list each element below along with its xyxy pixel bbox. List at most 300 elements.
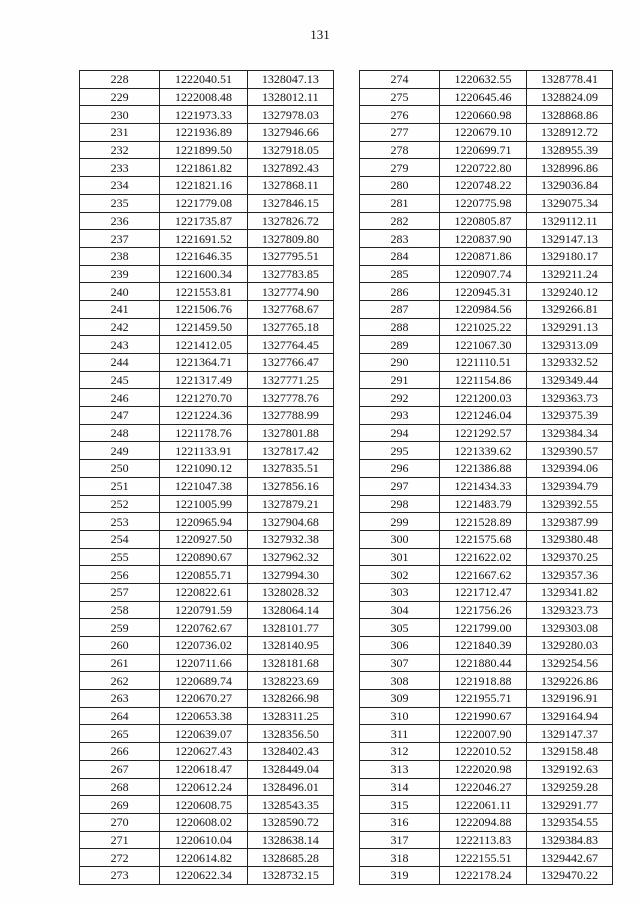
y-coordinate-cell: 1329112.11 [527,212,613,230]
point-number-cell: 247 [80,407,160,425]
table-row [80,637,334,655]
x-coordinate-cell: 1220822.61 [160,583,247,601]
y-coordinate-cell: 1329380.48 [527,530,613,548]
table-row [80,283,334,301]
point-number-cell: 272 [80,849,160,867]
y-coordinate-cell: 1329375.39 [527,407,613,425]
y-coordinate-cell: 1327868.11 [247,177,333,195]
table-row [360,194,613,212]
y-coordinate-cell: 1329442.67 [527,849,613,867]
table-row [360,318,613,336]
point-number-cell: 238 [80,247,160,265]
x-coordinate-cell: 1220736.02 [160,637,247,655]
point-number-cell: 300 [360,530,440,548]
point-number-cell: 282 [360,212,440,230]
table-row [360,672,613,690]
x-coordinate-cell: 1221821.16 [160,177,247,195]
table-row [80,672,334,690]
y-coordinate-cell: 1328012.11 [247,88,333,106]
page-number: 131 [310,27,330,42]
y-coordinate-cell: 1329180.17 [527,247,613,265]
y-coordinate-cell: 1329259.28 [527,778,613,796]
y-coordinate-cell: 1327962.32 [247,548,333,566]
point-number-cell: 317 [360,831,440,849]
y-coordinate-cell: 1328868.86 [527,106,613,124]
table-row [360,159,613,177]
y-coordinate-cell: 1328590.72 [247,813,333,831]
point-number-cell: 258 [80,601,160,619]
x-coordinate-cell: 1222040.51 [160,71,247,89]
point-number-cell: 274 [360,71,440,89]
table-row [360,495,613,513]
point-number-cell: 265 [80,725,160,743]
table-row [80,796,334,814]
table-row [80,601,334,619]
point-number-cell: 316 [360,813,440,831]
table-row [80,654,334,672]
y-coordinate-cell: 1329147.13 [527,230,613,248]
y-coordinate-cell: 1328223.69 [247,672,333,690]
x-coordinate-cell: 1220639.07 [160,725,247,743]
y-coordinate-cell: 1327856.16 [247,477,333,495]
y-coordinate-cell: 1327918.05 [247,141,333,159]
point-number-cell: 261 [80,654,160,672]
x-coordinate-cell: 1222178.24 [440,866,527,884]
x-coordinate-cell: 1221955.71 [440,690,527,708]
x-coordinate-cell: 1221506.76 [160,300,247,318]
table-row [360,71,613,89]
x-coordinate-cell: 1221339.62 [440,442,527,460]
y-coordinate-cell: 1328402.43 [247,743,333,761]
x-coordinate-cell: 1222020.98 [440,760,527,778]
point-number-cell: 269 [80,796,160,814]
x-coordinate-cell: 1221880.44 [440,654,527,672]
point-number-cell: 306 [360,637,440,655]
x-coordinate-cell: 1220670.27 [160,690,247,708]
table-row [360,637,613,655]
table-row [80,743,334,761]
point-number-cell: 294 [360,424,440,442]
x-coordinate-cell: 1221005.99 [160,495,247,513]
x-coordinate-cell: 1221646.35 [160,247,247,265]
table-row [360,265,613,283]
x-coordinate-cell: 1221667.62 [440,566,527,584]
table-row [360,530,613,548]
y-coordinate-cell: 1329147.37 [527,725,613,743]
x-coordinate-cell: 1222008.48 [160,88,247,106]
x-coordinate-cell: 1220614.82 [160,849,247,867]
point-number-cell: 307 [360,654,440,672]
table-row [80,194,334,212]
point-number-cell: 257 [80,583,160,601]
point-number-cell: 236 [80,212,160,230]
table-row [80,495,334,513]
coordinates-table-left [79,70,334,885]
y-coordinate-cell: 1327826.72 [247,212,333,230]
y-coordinate-cell: 1327764.45 [247,336,333,354]
point-number-cell: 259 [80,619,160,637]
point-number-cell: 310 [360,707,440,725]
y-coordinate-cell: 1327978.03 [247,106,333,124]
table-row [80,424,334,442]
x-coordinate-cell: 1220679.10 [440,124,527,142]
y-coordinate-cell: 1329075.34 [527,194,613,212]
point-number-cell: 277 [360,124,440,142]
y-coordinate-cell: 1328028.32 [247,583,333,601]
y-coordinate-cell: 1327817.42 [247,442,333,460]
y-coordinate-cell: 1329370.25 [527,548,613,566]
y-coordinate-cell: 1328101.77 [247,619,333,637]
x-coordinate-cell: 1221025.22 [440,318,527,336]
x-coordinate-cell: 1220945.31 [440,283,527,301]
table-row [80,318,334,336]
y-coordinate-cell: 1327771.25 [247,371,333,389]
table-row [80,760,334,778]
x-coordinate-cell: 1220775.98 [440,194,527,212]
point-number-cell: 290 [360,354,440,372]
y-coordinate-cell: 1329392.55 [527,495,613,513]
x-coordinate-cell: 1220965.94 [160,513,247,531]
table-row [360,813,613,831]
table-row [360,566,613,584]
y-coordinate-cell: 1328181.68 [247,654,333,672]
table-row [360,725,613,743]
x-coordinate-cell: 1222094.88 [440,813,527,831]
point-number-cell: 273 [80,866,160,884]
y-coordinate-cell: 1329349.44 [527,371,613,389]
point-number-cell: 242 [80,318,160,336]
table-row [360,354,613,372]
table-row [360,212,613,230]
y-coordinate-cell: 1329341.82 [527,583,613,601]
point-number-cell: 255 [80,548,160,566]
table-row [80,371,334,389]
point-number-cell: 260 [80,637,160,655]
y-coordinate-cell: 1328638.14 [247,831,333,849]
y-coordinate-cell: 1329226.86 [527,672,613,690]
point-number-cell: 246 [80,389,160,407]
table-row [80,141,334,159]
point-number-cell: 286 [360,283,440,301]
point-number-cell: 295 [360,442,440,460]
y-coordinate-cell: 1327904.68 [247,513,333,531]
table-row [80,71,334,89]
table-row [360,707,613,725]
table-row [80,442,334,460]
table-row [360,283,613,301]
point-number-cell: 251 [80,477,160,495]
y-coordinate-cell: 1329291.13 [527,318,613,336]
point-number-cell: 301 [360,548,440,566]
point-number-cell: 285 [360,265,440,283]
x-coordinate-cell: 1220608.02 [160,813,247,831]
table-row [360,247,613,265]
y-coordinate-cell: 1329470.22 [527,866,613,884]
table-row [80,230,334,248]
point-number-cell: 271 [80,831,160,849]
point-number-cell: 318 [360,849,440,867]
table-row [80,866,334,884]
point-number-cell: 229 [80,88,160,106]
x-coordinate-cell: 1220748.22 [440,177,527,195]
table-row [360,743,613,761]
table-row [360,654,613,672]
point-number-cell: 291 [360,371,440,389]
x-coordinate-cell: 1221246.04 [440,407,527,425]
x-coordinate-cell: 1220855.71 [160,566,247,584]
table-row [360,230,613,248]
point-number-cell: 315 [360,796,440,814]
table-row [80,707,334,725]
y-coordinate-cell: 1329266.81 [527,300,613,318]
y-coordinate-cell: 1328356.50 [247,725,333,743]
y-coordinate-cell: 1327795.51 [247,247,333,265]
table-row [80,583,334,601]
x-coordinate-cell: 1221434.33 [440,477,527,495]
table-row [80,124,334,142]
y-coordinate-cell: 1328685.28 [247,849,333,867]
x-coordinate-cell: 1220837.90 [440,230,527,248]
x-coordinate-cell: 1220871.86 [440,247,527,265]
point-number-cell: 262 [80,672,160,690]
y-coordinate-cell: 1327809.80 [247,230,333,248]
y-coordinate-cell: 1329354.55 [527,813,613,831]
y-coordinate-cell: 1327946.66 [247,124,333,142]
y-coordinate-cell: 1329196.91 [527,690,613,708]
x-coordinate-cell: 1221622.02 [440,548,527,566]
y-coordinate-cell: 1327892.43 [247,159,333,177]
point-number-cell: 237 [80,230,160,248]
x-coordinate-cell: 1221178.76 [160,424,247,442]
y-coordinate-cell: 1329332.52 [527,354,613,372]
point-number-cell: 252 [80,495,160,513]
point-number-cell: 230 [80,106,160,124]
x-coordinate-cell: 1220627.43 [160,743,247,761]
table-row [360,477,613,495]
y-coordinate-cell: 1327788.99 [247,407,333,425]
table-row [360,866,613,884]
table-row [80,247,334,265]
x-coordinate-cell: 1220612.24 [160,778,247,796]
point-number-cell: 283 [360,230,440,248]
table-row [80,619,334,637]
point-number-cell: 234 [80,177,160,195]
y-coordinate-cell: 1327774.90 [247,283,333,301]
point-number-cell: 308 [360,672,440,690]
y-coordinate-cell: 1329280.03 [527,637,613,655]
table-row [360,336,613,354]
x-coordinate-cell: 1221270.70 [160,389,247,407]
x-coordinate-cell: 1220890.67 [160,548,247,566]
y-coordinate-cell: 1328496.01 [247,778,333,796]
table-row [360,831,613,849]
point-number-cell: 244 [80,354,160,372]
x-coordinate-cell: 1221386.88 [440,460,527,478]
y-coordinate-cell: 1329323.73 [527,601,613,619]
x-coordinate-cell: 1221779.08 [160,194,247,212]
point-number-cell: 243 [80,336,160,354]
x-coordinate-cell: 1220653.38 [160,707,247,725]
x-coordinate-cell: 1221600.34 [160,265,247,283]
table-row [80,690,334,708]
point-number-cell: 245 [80,371,160,389]
point-number-cell: 313 [360,760,440,778]
table-row [80,778,334,796]
x-coordinate-cell: 1220660.98 [440,106,527,124]
point-number-cell: 296 [360,460,440,478]
y-coordinate-cell: 1328047.13 [247,71,333,89]
table-row [360,601,613,619]
point-number-cell: 319 [360,866,440,884]
point-number-cell: 270 [80,813,160,831]
table-row [80,725,334,743]
y-coordinate-cell: 1328311.25 [247,707,333,725]
table-row [80,159,334,177]
point-number-cell: 268 [80,778,160,796]
x-coordinate-cell: 1220805.87 [440,212,527,230]
x-coordinate-cell: 1221840.39 [440,637,527,655]
y-coordinate-cell: 1329036.84 [527,177,613,195]
x-coordinate-cell: 1220984.56 [440,300,527,318]
y-coordinate-cell: 1329394.06 [527,460,613,478]
y-coordinate-cell: 1329357.36 [527,566,613,584]
table-row [80,265,334,283]
point-number-cell: 292 [360,389,440,407]
x-coordinate-cell: 1221110.51 [440,354,527,372]
y-coordinate-cell: 1329291.77 [527,796,613,814]
y-coordinate-cell: 1328996.86 [527,159,613,177]
y-coordinate-cell: 1327766.47 [247,354,333,372]
x-coordinate-cell: 1221735.87 [160,212,247,230]
point-number-cell: 287 [360,300,440,318]
x-coordinate-cell: 1222007.90 [440,725,527,743]
point-number-cell: 280 [360,177,440,195]
x-coordinate-cell: 1221317.49 [160,371,247,389]
y-coordinate-cell: 1329164.94 [527,707,613,725]
x-coordinate-cell: 1221990.67 [440,707,527,725]
y-coordinate-cell: 1327932.38 [247,530,333,548]
table-row [80,530,334,548]
point-number-cell: 298 [360,495,440,513]
table-row [80,336,334,354]
y-coordinate-cell: 1328266.98 [247,690,333,708]
point-number-cell: 288 [360,318,440,336]
table-row [360,548,613,566]
x-coordinate-cell: 1221154.86 [440,371,527,389]
table-row [80,88,334,106]
x-coordinate-cell: 1221712.47 [440,583,527,601]
x-coordinate-cell: 1221936.89 [160,124,247,142]
y-coordinate-cell: 1329254.56 [527,654,613,672]
coordinates-table-right [359,70,613,885]
y-coordinate-cell: 1329363.73 [527,389,613,407]
table-row [80,212,334,230]
x-coordinate-cell: 1221090.12 [160,460,247,478]
y-coordinate-cell: 1327783.85 [247,265,333,283]
table-row [80,106,334,124]
y-coordinate-cell: 1327835.51 [247,460,333,478]
point-number-cell: 254 [80,530,160,548]
table-row [80,407,334,425]
point-number-cell: 309 [360,690,440,708]
table-row [80,831,334,849]
point-number-cell: 250 [80,460,160,478]
point-number-cell: 239 [80,265,160,283]
y-coordinate-cell: 1327778.76 [247,389,333,407]
y-coordinate-cell: 1327801.88 [247,424,333,442]
x-coordinate-cell: 1220907.74 [440,265,527,283]
x-coordinate-cell: 1221483.79 [440,495,527,513]
point-number-cell: 263 [80,690,160,708]
y-coordinate-cell: 1327994.30 [247,566,333,584]
point-number-cell: 241 [80,300,160,318]
table-row [360,460,613,478]
point-number-cell: 312 [360,743,440,761]
table-row [360,88,613,106]
table-row [80,849,334,867]
y-coordinate-cell: 1328140.95 [247,637,333,655]
x-coordinate-cell: 1221224.36 [160,407,247,425]
table-row [360,442,613,460]
x-coordinate-cell: 1221364.71 [160,354,247,372]
point-number-cell: 279 [360,159,440,177]
point-number-cell: 267 [80,760,160,778]
table-row [80,177,334,195]
y-coordinate-cell: 1329240.12 [527,283,613,301]
y-coordinate-cell: 1329192.63 [527,760,613,778]
table-row [80,548,334,566]
table-row [360,141,613,159]
point-number-cell: 293 [360,407,440,425]
y-coordinate-cell: 1328543.35 [247,796,333,814]
point-number-cell: 278 [360,141,440,159]
point-number-cell: 281 [360,194,440,212]
point-number-cell: 240 [80,283,160,301]
y-coordinate-cell: 1329158.48 [527,743,613,761]
table-row [360,106,613,124]
x-coordinate-cell: 1221799.00 [440,619,527,637]
x-coordinate-cell: 1220645.46 [440,88,527,106]
y-coordinate-cell: 1329313.09 [527,336,613,354]
x-coordinate-cell: 1220711.66 [160,654,247,672]
point-number-cell: 276 [360,106,440,124]
x-coordinate-cell: 1222010.52 [440,743,527,761]
point-number-cell: 253 [80,513,160,531]
table-row [360,760,613,778]
x-coordinate-cell: 1221918.88 [440,672,527,690]
x-coordinate-cell: 1221067.30 [440,336,527,354]
x-coordinate-cell: 1221133.91 [160,442,247,460]
table-row [360,371,613,389]
table-row [360,690,613,708]
point-number-cell: 305 [360,619,440,637]
table-row [360,300,613,318]
y-coordinate-cell: 1328732.15 [247,866,333,884]
x-coordinate-cell: 1221047.38 [160,477,247,495]
table-row [80,354,334,372]
table-row [360,177,613,195]
point-number-cell: 302 [360,566,440,584]
y-coordinate-cell: 1328955.39 [527,141,613,159]
table-row [80,513,334,531]
table-body-left [80,71,334,885]
x-coordinate-cell: 1221528.89 [440,513,527,531]
x-coordinate-cell: 1221575.68 [440,530,527,548]
x-coordinate-cell: 1220610.04 [160,831,247,849]
point-number-cell: 289 [360,336,440,354]
point-number-cell: 304 [360,601,440,619]
point-number-cell: 264 [80,707,160,725]
